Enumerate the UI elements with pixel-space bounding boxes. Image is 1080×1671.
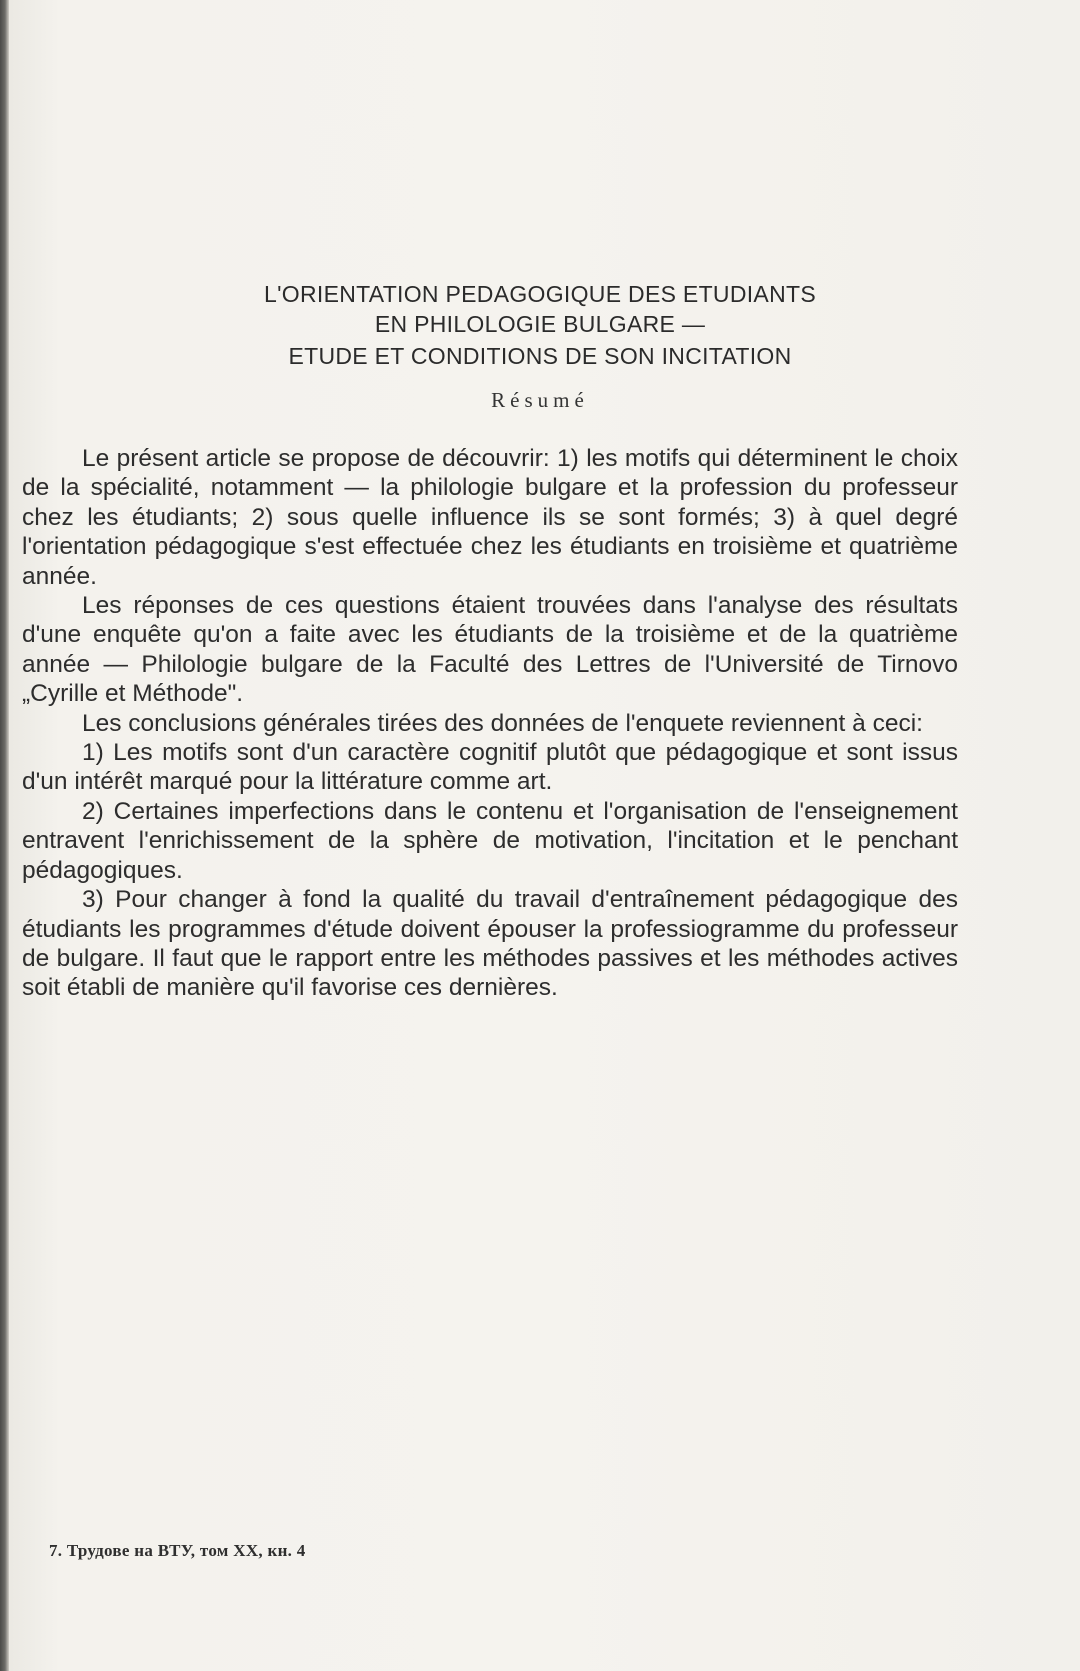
article-title-line-3: ETUDE ET CONDITIONS DE SON INCITATION	[288, 343, 792, 369]
paragraph-conclusion-1: 1) Les motifs sont d'un caractère cognitif plutôt que pédagogique et sont issus d'un intérêt marqué pour la littérature comme art.	[22, 739, 958, 796]
page-footer-signature: 7. Трудове на ВТУ, том XX, кн. 4	[49, 1541, 306, 1560]
paragraph-method: Les réponses de ces questions étaient trouvées dans l'analyse des résultats d'une enquête qu'on a faite avec les étudiants de la troisième et de la quatrième année — Philologie bulgare de la Faculté des Lettres de l'Université de Tirnovo „Cyrille et Méthode".	[22, 592, 958, 708]
paragraph-conclusion-3: 3) Pour changer à fond la qualité du travail d'entraînement pédagogique des étudiants les programmes d'étude doivent épouser la professiogramme du professeur de bulgare. Il faut que le rapport entre les méthodes passives et les méthodes actives soit établi de manière qu'il favorise ces dernières.	[22, 886, 958, 1002]
paragraph-intro: Le présent article se propose de découvrir: 1) les motifs qui déterminent le choix de la spécialité, notamment — la philologie bulgare et la profession du professeur chez les étudiants; 2) sous quelle influence ils se sont formés; 3) à quel degré l'orientation pédagogique s'est effectuée chez les étudiants en troisième et quatrième année.	[22, 445, 958, 590]
paragraph-conclusions-lead: Les conclusions générales tirées des données de l'enquete reviennent à ceci:	[82, 709, 923, 737]
article-title-line-1: L'ORIENTATION PEDAGOGIQUE DES ETUDIANTS	[264, 281, 816, 307]
article-title-line-2: EN PHILOLOGIE BULGARE —	[374, 311, 706, 337]
article-body	[22, 444, 958, 1003]
section-label-resume: Résumé	[491, 388, 589, 412]
book-spine-shadow	[0, 0, 9, 1671]
paragraph-conclusion-2: 2) Certaines imperfections dans le contenu et l'organisation de l'enseignement entravent l'enrichissement de la sphère de motivation, l'incitation et le penchant pédagogiques.	[22, 797, 958, 884]
